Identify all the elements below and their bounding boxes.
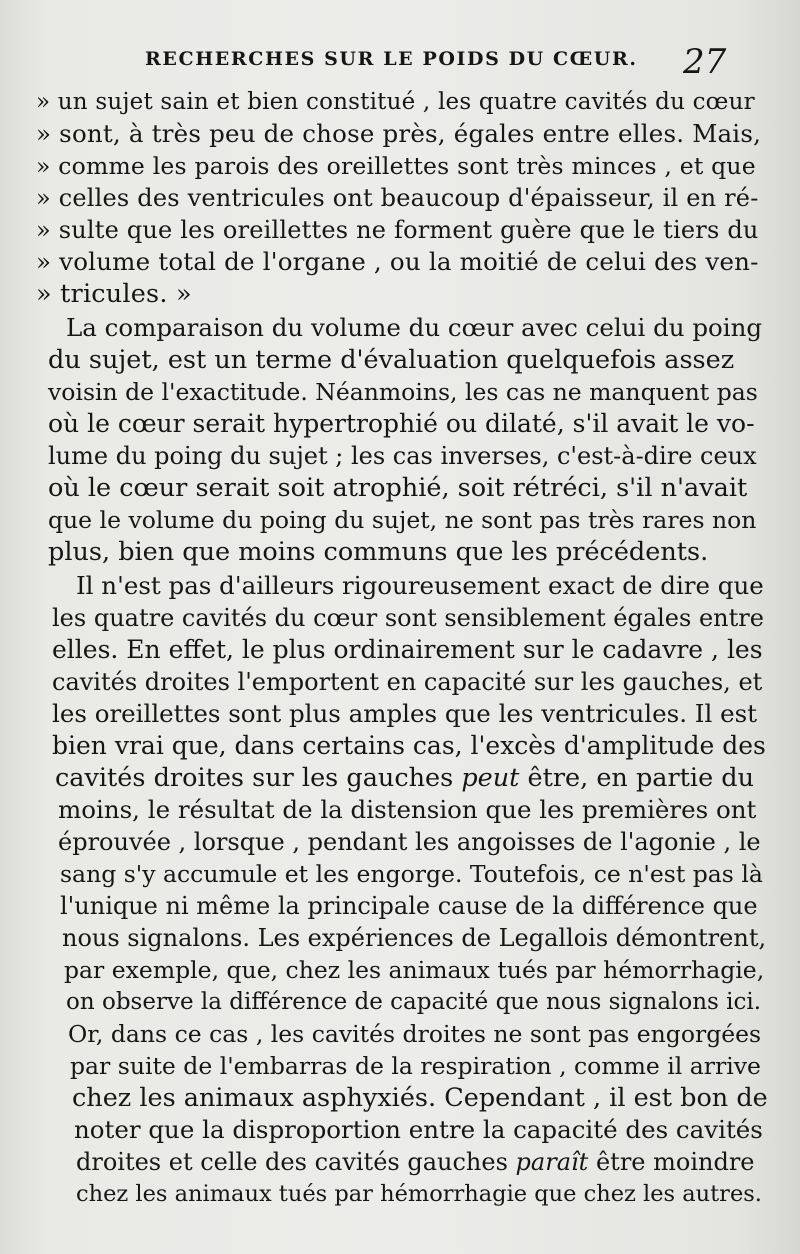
text-line: voisin de l'exactitude. Néanmoins, les cas ne manquent pas [48,378,758,406]
text-line: chez les animaux tués par hémorrhagie que chez les autres. [76,1181,762,1207]
text-line: elles. En effet, le plus ordinairement sur le cadavre , les [52,635,763,664]
text-segment: droites et celle des cavités gauches [76,1148,508,1176]
text-line: plus, bien que moins communs que les précédents. [48,537,709,567]
text-line: noter que la disproportion entre la capacité des cavités [74,1115,763,1144]
text-line: » volume total de l'organe , ou la moitié de celui des ven- [36,247,759,276]
text-line: » sulte que les oreillettes ne forment guère que le tiers du [36,216,759,244]
running-title: RECHERCHES SUR LE POIDS DU CŒUR. [145,48,638,70]
text-segment: être, en partie du [527,763,755,793]
text-line: du sujet, est un terme d'évaluation quelquefois assez [48,345,735,375]
italic-word: paraît [515,1148,589,1176]
text-line: Il n'est pas d'ailleurs rigoureusement exact de dire que [76,571,764,600]
text-line: les quatre cavités du cœur sont sensiblement égales entre [52,604,764,632]
text-line: les oreillettes sont plus amples que les ventricules. Il est [52,699,757,728]
text-line: » un sujet sain et bien constitué , les quatre cavités du cœur [36,89,755,115]
page-number: 27 [683,42,727,82]
text-line: » tricules. » [36,279,192,309]
text-line: où le cœur serait hypertrophié ou dilaté, s'il avait le vo- [48,409,755,438]
text-segment: cavités droites sur les gauches [55,763,454,793]
text-line: » comme les parois des oreillettes sont très minces , et que [36,152,756,180]
italic-word: peut [461,763,520,793]
text-line: » celles des ventricules ont beaucoup d'épaisseur, il en ré- [36,184,759,212]
text-line: » sont, à très peu de chose près, égales entre elles. Mais, [36,119,762,148]
text-line: moins, le résultat de la distension que les premières ont [58,795,757,824]
text-line: par exemple, que, chez les animaux tués par hémorrhagie, [64,956,765,984]
text-line [55,762,754,794]
running-head [0,42,800,82]
text-line: cavités droites l'emportent en capacité sur les gauches, et [52,668,763,696]
text-line: nous signalons. Les expériences de Legallois démontrent, [62,924,767,952]
text-line: où le cœur serait soit atrophié, soit rétréci, s'il n'avait [48,473,748,503]
text-line: éprouvée , lorsque , pendant les angoisses de l'agonie , le [58,828,761,856]
text-line: sang s'y accumule et les engorge. Toutefois, ce n'est pas là [60,860,763,888]
text-line: lume du poing du sujet ; les cas inverses, c'est-à-dire ceux [48,442,757,470]
text-line [76,1146,755,1178]
text-line: Or, dans ce cas , les cavités droites ne sont pas engorgées [68,1020,762,1048]
text-line: on observe la différence de capacité que nous signalons ici. [66,989,762,1015]
text-segment: être moindre [595,1148,755,1176]
text-line: La comparaison du volume du cœur avec celui du poing [66,313,763,342]
text-line: que le volume du poing du sujet, ne sont pas très rares non [48,506,757,534]
text-line: bien vrai que, dans certains cas, l'excès d'amplitude des [52,731,766,760]
text-line: l'unique ni même la principale cause de la différence que [60,892,758,920]
text-line: chez les animaux asphyxiés. Cependant , il est bon de [72,1083,768,1113]
text-line: par suite de l'embarras de la respiration , comme il arrive [70,1052,761,1080]
